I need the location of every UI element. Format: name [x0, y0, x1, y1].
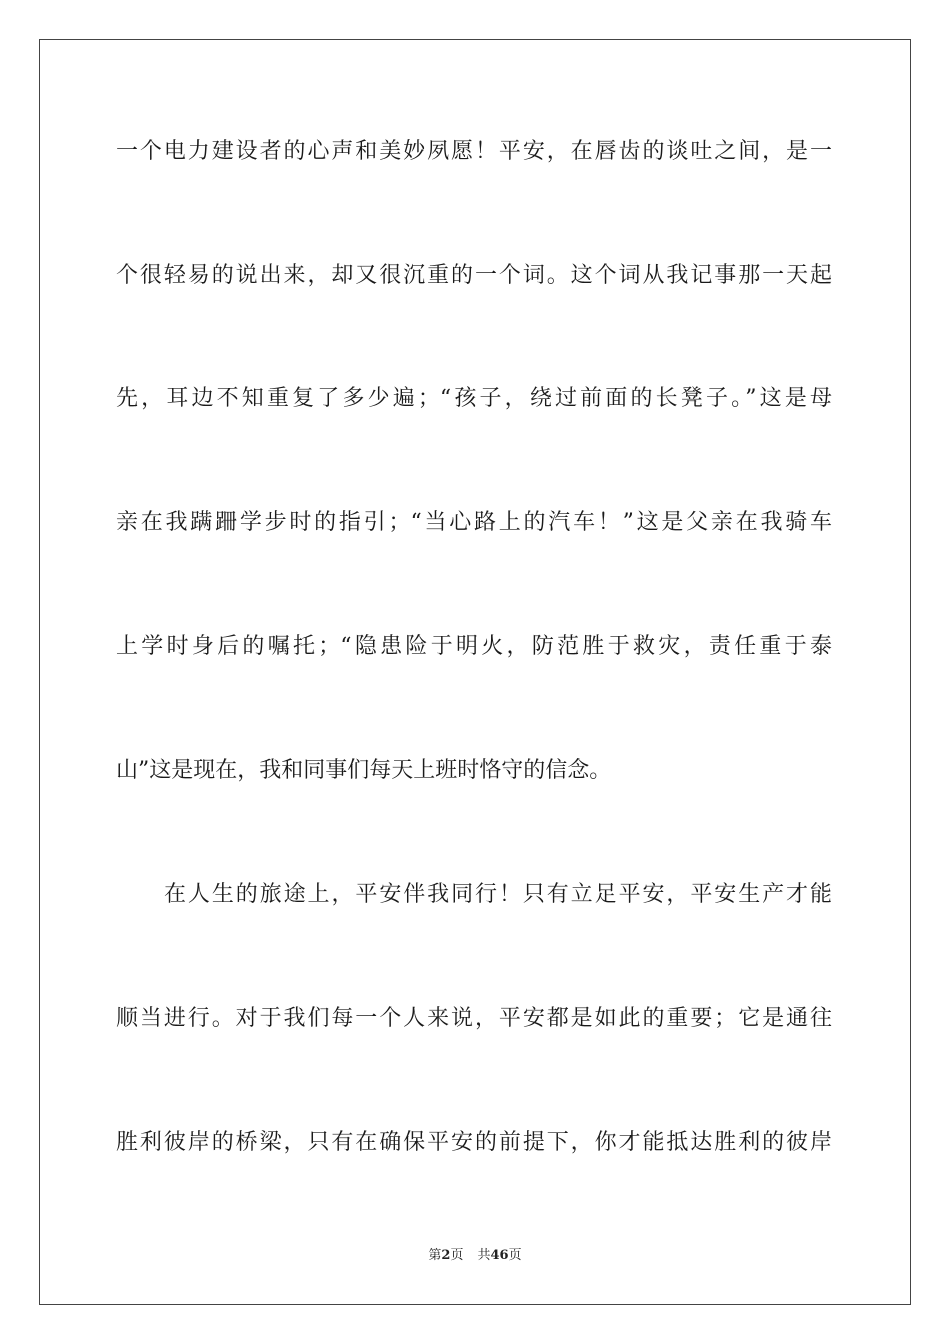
page-prefix: 第: [428, 1248, 442, 1263]
page-suffix: 页: [450, 1248, 464, 1263]
text-line: 胜利彼岸的桥梁，只有在确保平安的前提下，你才能抵达胜利的彼岸: [116, 1130, 832, 1155]
page-footer: [0, 1247, 950, 1265]
page-number: 2: [441, 1248, 451, 1263]
text-line: 先，耳边不知重复了多少遍；“孩子，绕过前面的长凳子。”这是母: [116, 386, 832, 411]
page-border: [39, 39, 911, 1305]
total-prefix: 共: [477, 1248, 491, 1263]
text-line: 山”这是现在，我和同事们每天上班时恪守的信念。: [116, 758, 612, 783]
text-line: 上学时身后的嘱托；“隐患险于明火，防范胜于救灾，责任重于泰: [116, 634, 832, 659]
text-line: 一个电力建设者的心声和美妙夙愿！平安，在唇齿的谈吐之间，是一: [116, 139, 832, 164]
total-suffix: 页: [508, 1248, 522, 1263]
total-pages: 46: [490, 1248, 509, 1263]
text-line: 亲在我蹒跚学步时的指引；“当心路上的汽车！”这是父亲在我骑车: [116, 510, 832, 535]
text-line: 个很轻易的说出来，却又很沉重的一个词。这个词从我记事那一天起: [116, 263, 832, 288]
text-line: 顺当进行。对于我们每一个人来说，平安都是如此的重要；它是通往: [116, 1006, 832, 1031]
text-line: 在人生的旅途上，平安伴我同行！只有立足平安，平安生产才能: [164, 882, 832, 907]
